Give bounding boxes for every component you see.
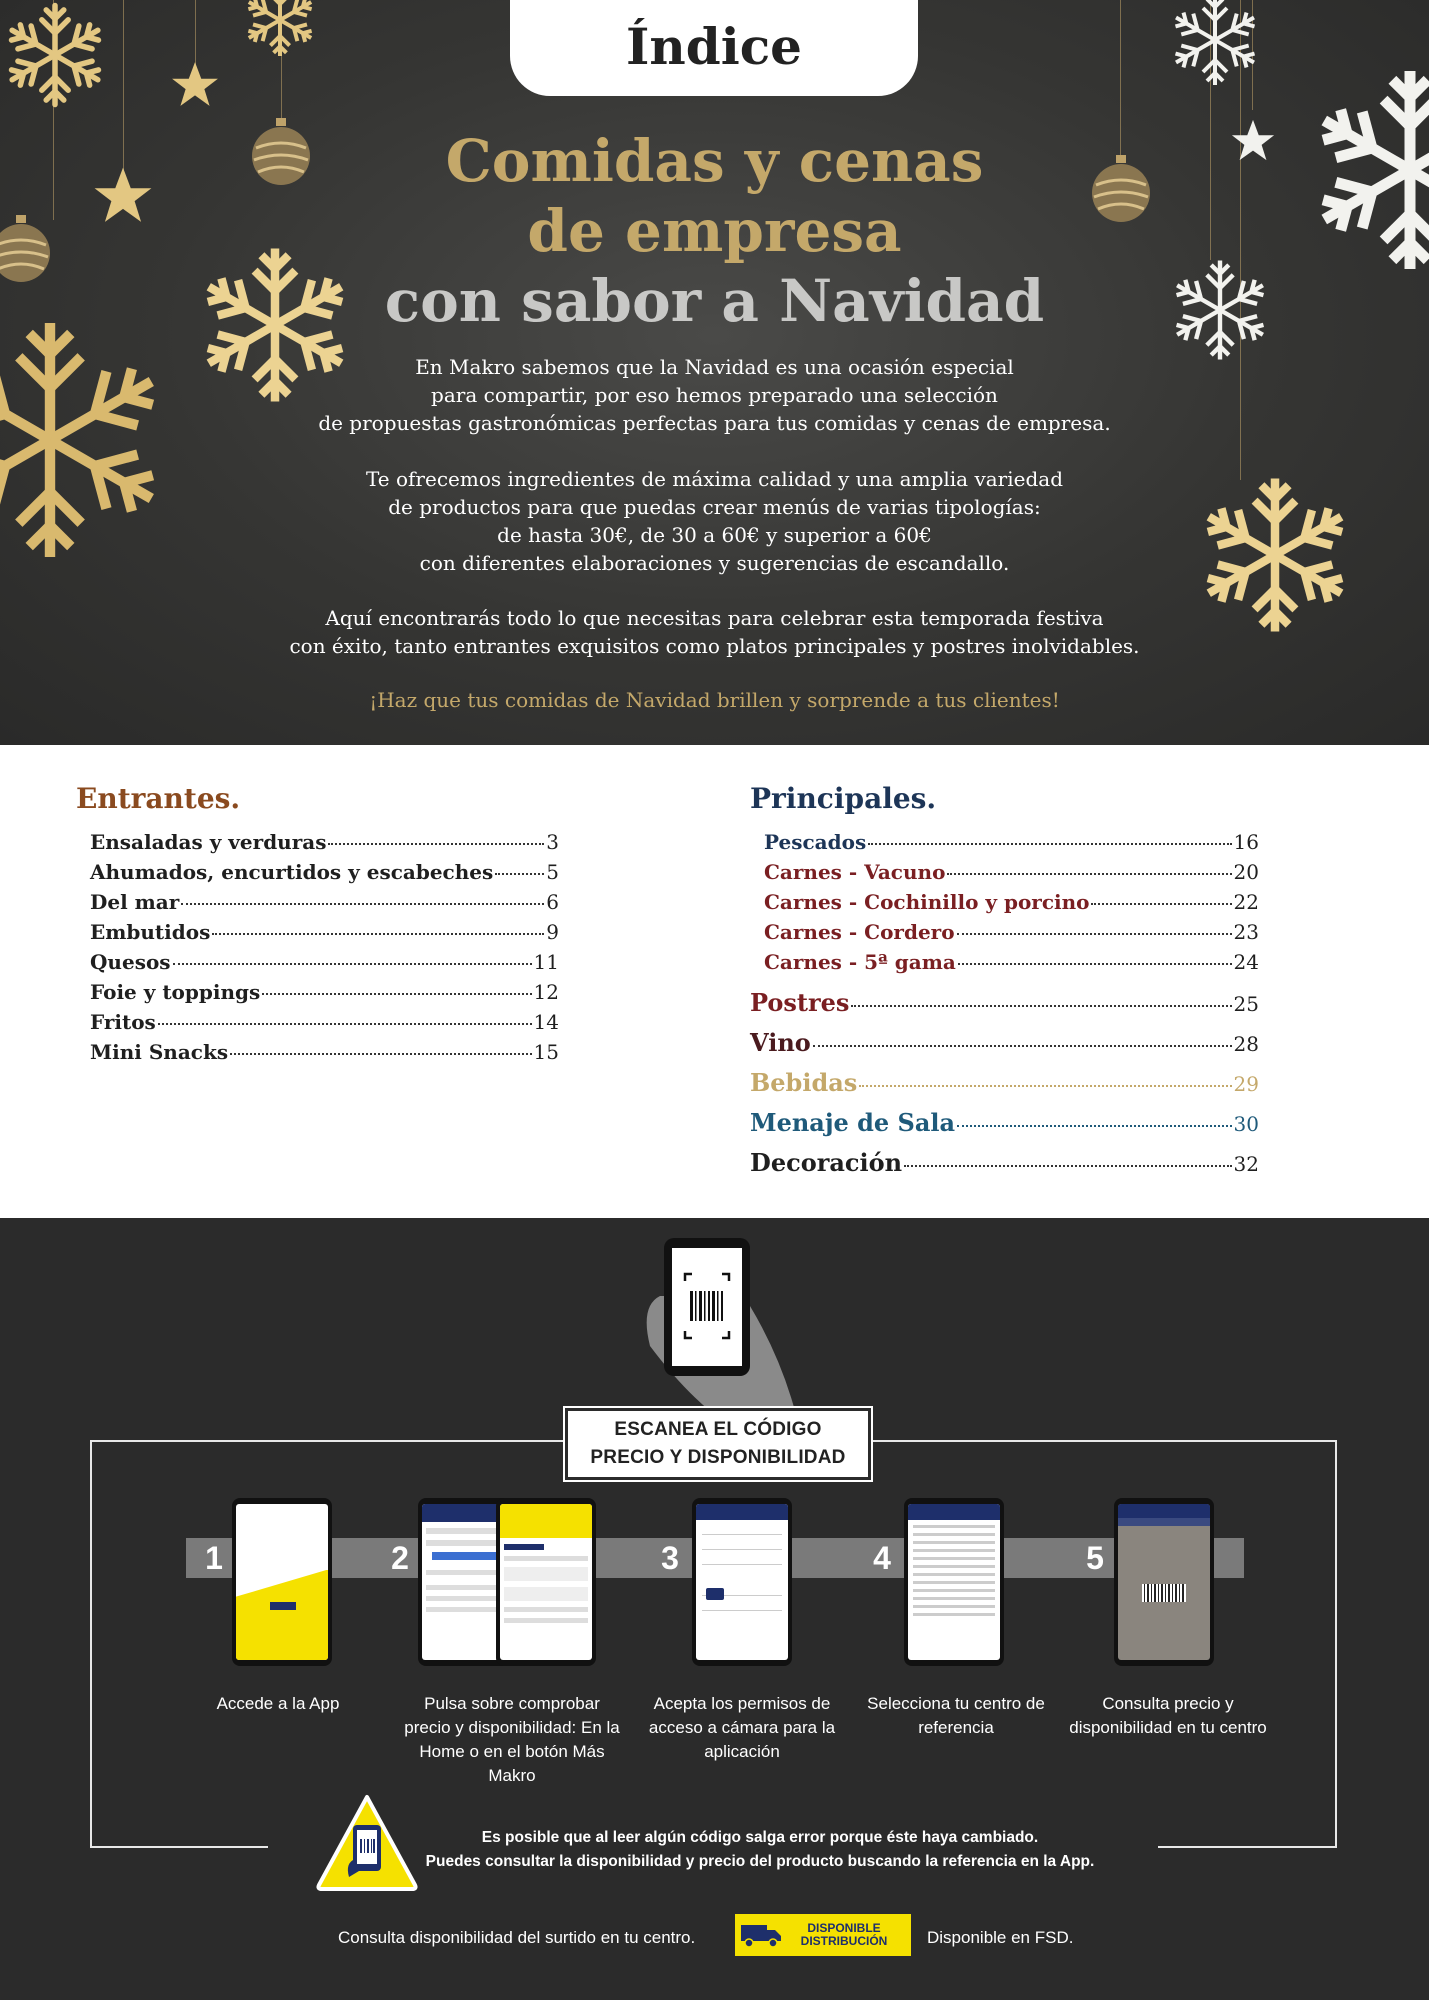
camera-icon bbox=[706, 1588, 724, 1600]
snowflake-icon bbox=[1165, 0, 1265, 90]
step-caption: Selecciona tu centro de referencia bbox=[867, 1694, 1045, 1737]
step-caption: Accede a la App bbox=[216, 1694, 340, 1713]
hero-banner bbox=[0, 0, 1429, 745]
toc-entry[interactable]: Del mar 6 bbox=[90, 890, 559, 914]
toc-entry[interactable]: Ahumados, encurtidos y escabeches 5 bbox=[90, 860, 559, 884]
app-scan-section bbox=[0, 1218, 1429, 2000]
step-caption: Pulsa sobre comprobar precio y disponibilidad: En la Home o en el botón Más Makro bbox=[404, 1694, 620, 1785]
toc-entry[interactable]: Carnes - 5ª gama 24 bbox=[764, 950, 1259, 974]
scan-banner: ESCANEA EL CÓDIGO PRECIO Y DISPONIBILIDAD bbox=[565, 1408, 871, 1480]
star-icon bbox=[170, 60, 220, 110]
intro-paragraph-2: Te ofrecemos ingredientes de máxima calidad y una amplia variedad de productos para que puedas crear menús de varias tipologías: de hasta 30€, de 30 a 60€ y superior a 60€ con diferentes elaboraciones y sugerencias de escandallo. bbox=[366, 467, 1063, 575]
toc-entry[interactable]: Carnes - Vacuno 20 bbox=[764, 860, 1259, 884]
warning-text: Es posible que al leer algún código salga error porque éste haya cambiado. Puedes consultar la disponibilidad y precio del producto buscando la referencia en la App. bbox=[425, 1829, 1095, 1870]
phone-step-1 bbox=[232, 1498, 332, 1666]
step-number: 5 bbox=[1086, 1540, 1104, 1576]
step-caption: Acepta los permisos de acceso a cámara para la aplicación bbox=[648, 1694, 836, 1761]
toc-entry[interactable]: Embutidos 9 bbox=[90, 920, 559, 944]
toc-section-bebidas[interactable]: Bebidas 29 bbox=[750, 1068, 1259, 1097]
barcode-icon bbox=[1142, 1584, 1186, 1602]
toc-entry[interactable]: Mini Snacks 15 bbox=[90, 1040, 559, 1064]
step-number: 1 bbox=[205, 1540, 223, 1576]
hero-title-line3: con sabor a Navidad bbox=[384, 267, 1045, 335]
snowflake-icon bbox=[240, 0, 320, 60]
index-tab: Índice bbox=[510, 0, 918, 96]
disponible-distribucion-badge: DISPONIBLE DISTRIBUCIÓN bbox=[735, 1914, 911, 1956]
hero-cta: ¡Haz que tus comidas de Navidad brillen y sorprende a tus clientes! bbox=[369, 688, 1060, 712]
hero-title-line2: de empresa bbox=[527, 197, 902, 265]
step-number: 2 bbox=[391, 1540, 409, 1576]
phone-step-4 bbox=[904, 1498, 1004, 1666]
toc-entry[interactable]: Ensaladas y verduras 3 bbox=[90, 830, 559, 854]
step-number: 4 bbox=[873, 1540, 891, 1576]
toc-entry[interactable]: Fritos 14 bbox=[90, 1010, 559, 1034]
intro-paragraph-1: En Makro sabemos que la Navidad es una ocasión especial para compartir, por eso hemos preparado una selección de propuestas gastronómicas perfectas para tus comidas y cenas de empresa. bbox=[318, 355, 1111, 435]
toc-section-postres[interactable]: Postres 25 bbox=[750, 988, 1259, 1017]
toc-entry[interactable]: Quesos 11 bbox=[90, 950, 559, 974]
step-number: 3 bbox=[661, 1540, 679, 1576]
entrantes-title: Entrantes. bbox=[76, 782, 241, 815]
phone-step-5 bbox=[1114, 1498, 1214, 1666]
toc-entry[interactable]: Carnes - Cochinillo y porcino 22 bbox=[764, 890, 1259, 914]
hand-phone-scan-icon bbox=[630, 1236, 800, 1411]
toc-section-decoracion[interactable]: Decoración 32 bbox=[750, 1148, 1259, 1177]
toc-section-vino[interactable]: Vino 28 bbox=[750, 1028, 1259, 1057]
phone-step-3 bbox=[692, 1498, 792, 1666]
snowflake-icon bbox=[0, 0, 110, 110]
footer-fsd-text: Disponible en FSD. bbox=[927, 1928, 1074, 1947]
toc-section-menaje[interactable]: Menaje de Sala 30 bbox=[750, 1108, 1259, 1137]
toc-entry[interactable]: Carnes - Cordero 23 bbox=[764, 920, 1259, 944]
footer-availability-text: Consulta disponibilidad del surtido en tu centro. bbox=[338, 1928, 696, 1947]
toc-entry[interactable]: Foie y toppings 12 bbox=[90, 980, 559, 1004]
intro-paragraph-3: Aquí encontrarás todo lo que necesitas para celebrar esta temporada festiva con éxito, tanto entrantes exquisitos como platos principales y postres inolvidables. bbox=[289, 606, 1140, 658]
step-caption: Consulta precio y disponibilidad en tu centro bbox=[1069, 1694, 1267, 1737]
phone-step-2b bbox=[496, 1498, 596, 1666]
delivery-truck-icon bbox=[741, 1921, 783, 1949]
toc-entry[interactable]: Pescados 16 bbox=[764, 830, 1259, 854]
principales-title: Principales. bbox=[750, 782, 937, 815]
hero-title-line1: Comidas y cenas bbox=[445, 127, 984, 195]
